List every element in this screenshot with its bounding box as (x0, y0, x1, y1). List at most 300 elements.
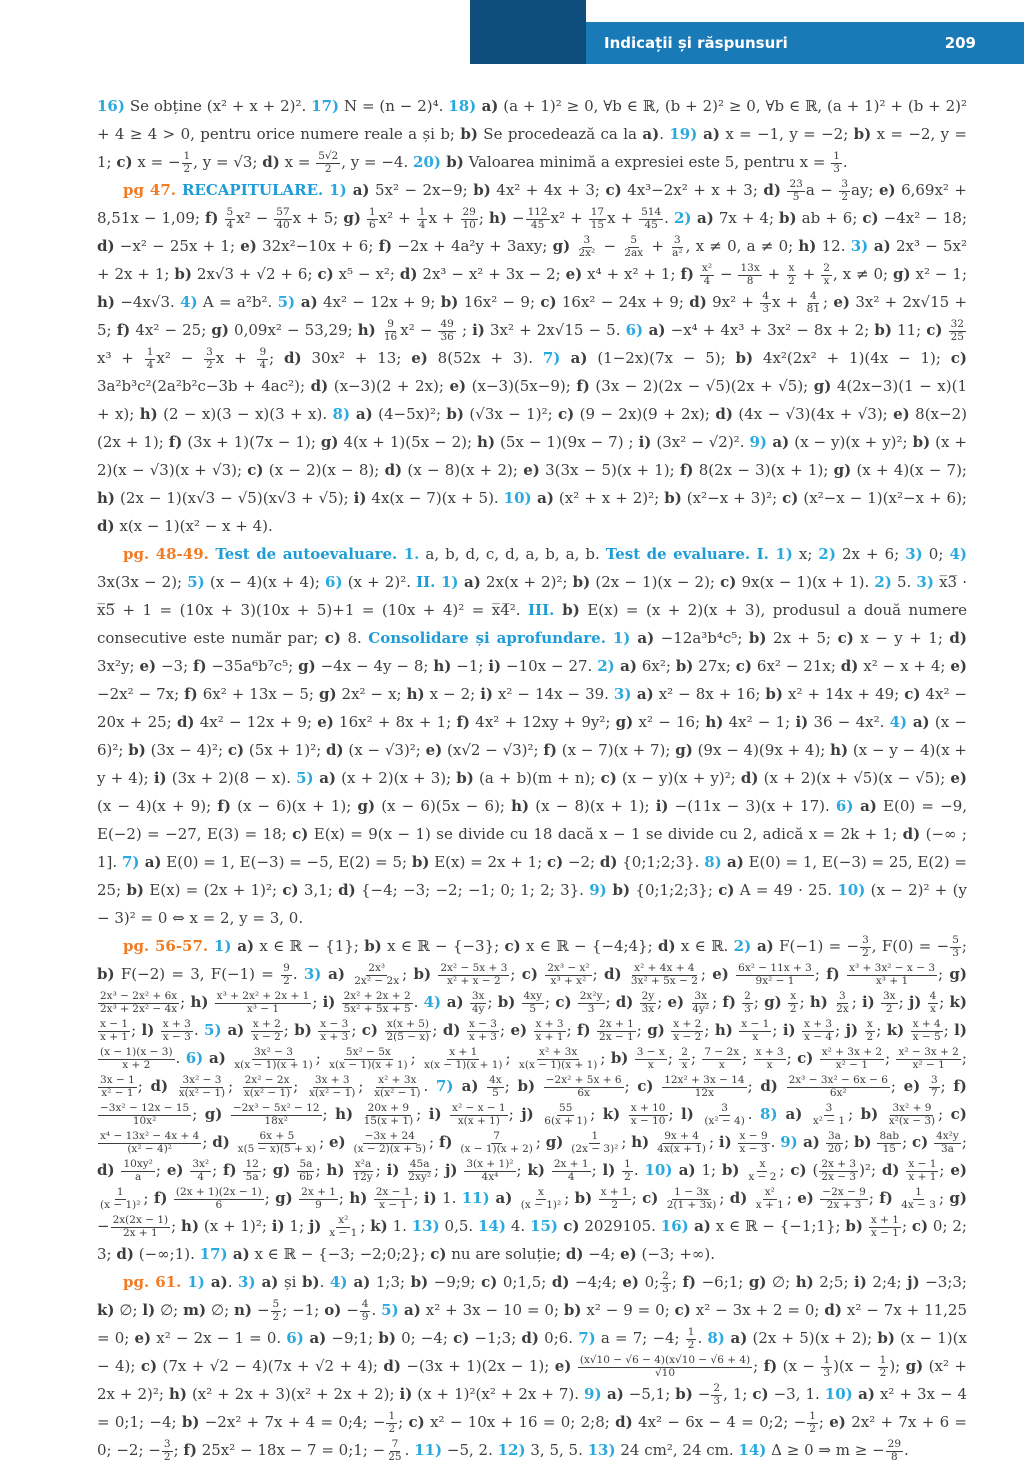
text-run: (2x − 1)(x − 2); (590, 573, 721, 591)
fraction: $\frac{7}{(x - 1)(x + 2)}$ (460, 1130, 533, 1155)
fraction: $\frac{\text{3x² + 9}}{\text{x²(x − 3)}}$ (888, 1102, 936, 1127)
text-run: $\frac{\text{x⁴ − 13x² − 4x + 4}}{\text{(x² − 4)²}}$ ; (97, 1133, 212, 1151)
text-run: i) (638, 433, 652, 451)
text-run: 4. (506, 1217, 531, 1235)
text-run: h) (139, 405, 158, 423)
text-run: a) (797, 1133, 820, 1151)
text-run: (x − 8)(x + 1); (529, 797, 656, 815)
fraction: $\frac{1}{2}$ (687, 1326, 695, 1351)
text-run: $\frac{3x}{\text{4y²}}$ ; (684, 993, 722, 1011)
text-run: g) (949, 1189, 967, 1207)
text-run: 25x² − 18x − 7 = 0;1; − $\frac{7}{25}$ . (196, 1438, 415, 1463)
text-run: N = (n − 2)⁴. (339, 97, 449, 115)
text-run: g) (298, 657, 316, 675)
text-run: 5. (891, 573, 917, 591)
fraction: $\frac{6x + 5}{x(5 - x)(5 + x)}$ (237, 1130, 317, 1155)
text-run: $\frac{\text{3(x + 1)²}}{\text{4x⁴}}$ ; (458, 1161, 528, 1179)
fraction: $\frac{3}{2}$ (841, 178, 848, 203)
text-run: l) (681, 1105, 694, 1123)
text-run: −(3x + 1)(2x − 1); (400, 1357, 555, 1375)
text-run: 32x²−10x + 6; (256, 237, 379, 255)
text-run: $\frac{\text{2x³ − x²}}{\text{x³ + x²}}$ ; (538, 965, 604, 983)
text-run: (3x² − √2)². (651, 433, 750, 451)
text-run: III. (528, 601, 563, 619)
text-run: x ∈ ℝ. (675, 937, 734, 955)
text-run: $\frac{3 - x}{x}$ ; $\frac{2}{x}$ ; $\frac{7 - 2x}{x}$ ; $\frac{x + 3}{x}$ ; (628, 1049, 797, 1067)
text-run: l) (142, 1301, 156, 1319)
text-run: $\frac{x}{2}$ ; (782, 993, 810, 1011)
text-run: b) (364, 937, 382, 955)
text-run: 14) (478, 1217, 507, 1235)
text-run: E(0) = 1, E(−3) = −5, E(2) = 5; (161, 853, 412, 871)
text-run: 36 − 4x². (808, 713, 890, 731)
text-run: g) (949, 965, 967, 983)
text-run: h) (326, 1161, 345, 1179)
text-run: c) (637, 1077, 654, 1095)
text-run: $\frac{\text{x³ + 2x² + 2x + 1}}{\text{x³ − 1}}$ ; (208, 993, 322, 1011)
text-run: g) (343, 209, 361, 227)
text-run: $\frac{\text{x²}}{4}$ − $\frac{13x}{8}$ + $\frac{x}{2}$ + $\frac{2}{x}$ , x ≠ 0; (694, 265, 893, 283)
text-run: $\frac{\text{2x²y}}{3}$ ; (572, 993, 616, 1011)
text-run: c) (642, 1189, 659, 1207)
text-run: (x − y)(x + y)²; (616, 769, 741, 787)
text-run: a) (303, 1329, 327, 1347)
text-run: $\frac{x + 3}{x + 1}$ ; (527, 1021, 577, 1039)
text-run: d) (902, 825, 921, 843)
text-run: c) (950, 349, 968, 367)
text-run: E(x) = (2x + 1)²; (144, 881, 283, 899)
text-run: x² − 1; (910, 265, 967, 283)
text-run: g) (905, 1357, 924, 1375)
text-run: e) (893, 405, 910, 423)
text-run: 3x(3x − 2); (97, 573, 188, 591)
text-run: (a + b)(m + n); (473, 769, 601, 787)
text-run: c) (911, 1217, 929, 1235)
text-run: x² + 3x − 10 = 0; (420, 1301, 564, 1319)
fraction: $\frac{\text{6x² − 11x + 3}}{\text{9x² − 1}}$ (738, 962, 812, 987)
text-run: d) (740, 769, 759, 787)
text-run: (x + 2)(x + 3); (336, 769, 457, 787)
text-run: j) (521, 1105, 534, 1123)
text-run: a) (453, 1077, 479, 1095)
text-run: $\frac{1}{2}$ . (615, 1161, 644, 1179)
text-run: h) (714, 1021, 733, 1039)
text-run: e) (523, 461, 540, 479)
text-run: Valoarea minimă a expresiei este 5, pentru x = $\frac{1}{3}$ . (463, 150, 848, 175)
text-run: −6;1; (696, 1273, 749, 1291)
text-run: a) (221, 1021, 245, 1039)
text-run: 7) (121, 853, 140, 871)
text-run: c) (521, 965, 538, 983)
text-run: 7) (542, 349, 561, 367)
text-run: 0; 2; 3; (97, 1217, 967, 1263)
text-run: 6) (325, 573, 343, 591)
fraction: $\frac{7 - 2x}{x}$ (704, 1046, 740, 1071)
fraction: $\frac{12}{5a}$ (245, 1158, 259, 1183)
text-run: ∅; (114, 1301, 143, 1319)
fraction: $\frac{x + 4}{x - 5}$ (912, 1018, 941, 1043)
text-run: b) (853, 125, 872, 143)
text-run: f) (184, 685, 198, 703)
text-run: k) (949, 993, 968, 1011)
text-run: b) (497, 993, 516, 1011)
text-run: 8) (707, 1329, 725, 1347)
text-run: 3a²b³c²(2a²b²c−3b + 4ac²); (97, 377, 311, 395)
fraction: $\frac{3}{\text{x² − 1}}$ (812, 1102, 846, 1127)
fraction: $\frac{\text{2x³ − 3x² − 6x − 6}}{\text{6x²}}$ (788, 1074, 888, 1099)
text-run: −4x² − 18; (878, 209, 967, 227)
text-run: (5x − 1)(9x − 7) ; (495, 433, 639, 451)
text-run: (1−2x)(7x − 5); (587, 349, 736, 367)
text-run: $\frac{12}{5a}$ ; (237, 1161, 273, 1179)
text-run: a) (852, 1385, 875, 1403)
text-run: $\frac{45a}{\text{2xy²}}$ ; (399, 1161, 445, 1179)
text-run: d) (729, 1189, 748, 1207)
text-run: e) (903, 1077, 921, 1095)
text-run: b) (411, 853, 430, 871)
text-run: e) (411, 349, 428, 367)
fraction: $\frac{1}{2}$ (388, 1410, 396, 1435)
text-run: g) (320, 433, 339, 451)
text-run: (−∞;1). (133, 1245, 200, 1263)
text-run: $\frac{\text{10xy²}}{a}$ ; (115, 1161, 167, 1179)
text-run: $\frac{8ab}{15}$ ; (872, 1133, 912, 1151)
text-run: c) (720, 573, 737, 591)
fraction: $\frac{1}{\text{(2x − 3)²}}$ (571, 1130, 619, 1155)
fraction: $\frac{x + 2}{x - 2}$ (252, 1018, 281, 1043)
text-run: g) (204, 1105, 223, 1123)
text-run: $\frac{3}{\text{x² − 1}}$ ; (802, 1105, 860, 1123)
text-run: i) (782, 1021, 796, 1039)
fraction: $\frac{\text{x² + 4x + 4}}{\text{3x² + 5x − 2}}$ (630, 962, 698, 987)
fraction: $\frac{\text{2x³ − 2x² + 6x}}{\text{2x³ + 2x² − 4x}}$ (100, 990, 178, 1015)
text-run: i) (854, 1273, 867, 1291)
fraction: $\frac{2x + 1}{2x - 1}$ (599, 1018, 634, 1043)
fraction: $\frac{5a}{6b}$ (299, 1158, 313, 1183)
text-run: b) (765, 685, 783, 703)
text-run: $\frac{1}{6}$ x² + $\frac{1}{4}$ x + $\frac{29}{10}$ ; (361, 209, 489, 227)
text-run: x² − 8x + 16; (653, 685, 766, 703)
text-run: e) (833, 293, 851, 311)
text-run: a) (601, 1385, 624, 1403)
text-run: ∅; (766, 1273, 796, 1291)
text-run: a) (346, 181, 370, 199)
text-run: (2 − x)(3 − x)(3 + x). (157, 405, 333, 423)
fraction: $\frac{x + 1}{2}$ (600, 1186, 629, 1211)
text-run: 9x² + $\frac{4}{3}$ x + $\frac{4}{81}$ ; (706, 290, 834, 315)
text-run: −5,1; (623, 1385, 676, 1403)
text-run: 2) (733, 937, 752, 955)
text-run: $\frac{2}{3}$ ; (736, 993, 764, 1011)
fraction: $\frac{x + 2}{x - 2}$ (673, 1018, 702, 1043)
text-run: c) (674, 1301, 691, 1319)
text-run: d) (97, 1161, 115, 1179)
text-run: a) (643, 321, 666, 339)
text-run: f) (193, 657, 207, 675)
text-run: 6) (835, 797, 854, 815)
text-run: f) (576, 377, 590, 395)
text-run: −2x + 4a²y + 3axy; (392, 237, 553, 255)
text-run: c) (546, 853, 564, 871)
fraction: $\frac{4}{3}$ (762, 290, 769, 315)
text-run: $\frac{3}{2x}$ ; (828, 993, 862, 1011)
text-run: h) (433, 657, 452, 675)
text-run: g) (833, 461, 852, 479)
text-run: c) (453, 1329, 470, 1347)
text-run: $\frac{32}{25}$ x³ + $\frac{1}{4}$ x² − $\frac{3}{2}$ x + $\frac{9}{4}$ ; (97, 321, 967, 367)
text-run: a) (531, 489, 554, 507)
text-run: x = −1, y = −2; (719, 125, 854, 143)
text-run: x − y + 1; (853, 629, 950, 647)
fraction: $\frac{x + 3}{x - 3}$ (162, 1018, 191, 1043)
text-run: −1;3; (469, 1329, 522, 1347)
text-run: c) (481, 1273, 498, 1291)
text-run: b) (128, 741, 146, 759)
text-run: $\frac{\text{−3x² − 12x − 15}}{\text{10x²}}$ ; (97, 1105, 205, 1123)
text-run: g) (615, 713, 634, 731)
text-run: (x − 1)(x − 4); (97, 1329, 967, 1375)
text-run: $\frac{x(x + 5)}{2(5 - x)}$ ; (378, 1021, 443, 1039)
text-run: − $\frac{112}{45}$ x² + $\frac{17}{15}$ x + $\frac{514}{45}$ . (506, 206, 674, 231)
text-run: 1) (440, 573, 459, 591)
text-run: b) (410, 1273, 429, 1291)
fraction: $\frac{1 - 3x}{2(1 + 3x)}$ (666, 1186, 717, 1211)
text-run: Test de autoevaluare. (215, 545, 404, 563)
fraction: $\frac{1}{2}$ (183, 150, 191, 175)
text-run: b) (735, 349, 754, 367)
text-run: m) (183, 1301, 207, 1319)
text-run: . (659, 125, 670, 143)
text-run: 7x + 4; (713, 209, 780, 227)
text-run: 3x² + 2x√15 − 5. (484, 321, 626, 339)
text-run: $\frac{\text{3x²}}{4}$ ; (183, 1161, 223, 1179)
fraction: $\frac{3}{7}$ (930, 1074, 938, 1099)
text-run: 17) (311, 97, 340, 115)
text-run: −9;9; (428, 1273, 482, 1291)
text-run: k) (97, 1301, 115, 1319)
text-run: b) (302, 1273, 320, 1291)
text-run: d) (262, 153, 280, 171)
text-run: (x²−x + 3)²; (681, 489, 783, 507)
text-run: d) (338, 881, 356, 899)
text-run: f) (183, 1441, 197, 1459)
text-run: a) (255, 1273, 279, 1291)
fraction: $\frac{\text{−2x³ − 5x² − 12}}{\text{18x²}}$ (232, 1102, 320, 1127)
text-run: 8(52x + 3). (427, 349, 543, 367)
text-run: j) (908, 993, 922, 1011)
fraction: $\frac{x}{2}$ (788, 262, 795, 287)
text-run: b) (874, 321, 892, 339)
text-run: $\frac{\text{x² + 4x + 4}}{\text{3x² + 5x − 2}}$ ; (622, 965, 713, 983)
text-run: 4x³−2x² + x + 3; (621, 181, 764, 199)
text-run: h) (795, 1273, 814, 1291)
fraction: $\frac{13x}{8}$ (740, 262, 760, 287)
text-run: 18) (448, 97, 477, 115)
text-run: x² − 3x + 2 = 0; (690, 1301, 825, 1319)
text-run: e) (329, 1133, 346, 1151)
text-run: d) (715, 405, 733, 423)
text-run: c) (324, 629, 341, 647)
text-run: (x + 2)(x + √5)(x − √5); (758, 769, 951, 787)
text-run: II. (416, 573, 441, 591)
page-title: Indicații și răspunsuri (604, 34, 788, 52)
text-run: 2) (673, 209, 692, 227)
text-run: f) (577, 1021, 591, 1039)
text-run: x = − $\frac{1}{2}$ , y = √3; (132, 150, 263, 175)
fraction: $\frac{\text{5x² − 5x}}{x(x - 1)(x + 1)}$ (329, 1046, 408, 1071)
text-run: 3) (238, 1273, 256, 1291)
text-run: x − 2; (424, 685, 481, 703)
text-run: pg. 48-49. (123, 545, 216, 563)
fraction: $\frac{57}{40}$ (276, 206, 290, 231)
text-run: f) (378, 237, 393, 255)
text-run: c) (782, 489, 799, 507)
text-run: 4) (423, 993, 442, 1011)
answer-paragraph (97, 176, 967, 540)
text-run: a) (724, 1329, 748, 1347)
text-run: $\frac{4xy}{5}$ ; (515, 993, 555, 1011)
fraction: $\frac{29}{8}$ (887, 1438, 902, 1463)
text-run: b) (721, 1161, 740, 1179)
fraction: $\frac{3}{\text{2x²}}$ (578, 234, 596, 259)
text-run: $\frac{\text{−2x³ − 5x² − 12}}{\text{18x²}}$ ; (222, 1105, 335, 1123)
text-run: f) (879, 1189, 893, 1207)
text-run: A = a²b². (197, 293, 278, 311)
text-run: −1; (451, 657, 489, 675)
text-run: d) (615, 1413, 633, 1431)
text-run: c) (504, 937, 521, 955)
text-run: 11; (891, 321, 927, 339)
text-run: x² − 2x − 1 = 0. (151, 1329, 287, 1347)
fraction: $\frac{4}{81}$ (806, 290, 821, 315)
fraction: $\frac{\text{2x² − 2x}}{\text{x(x² − 1)}}$ (243, 1074, 291, 1099)
text-run: e) (950, 1161, 967, 1179)
text-run: (x² + 2x + 2)²; (97, 1357, 967, 1403)
text-run: d) (116, 1245, 134, 1263)
text-run: 0;6. (539, 1329, 579, 1347)
fraction: $\frac{x + 3}{x + 1}$ (535, 1018, 564, 1043)
text-run: h) (488, 209, 507, 227)
text-run: b) (748, 629, 767, 647)
fraction: $\frac{1}{6}$ (368, 206, 376, 231)
text-run: 6x² + 13x − 5; (197, 685, 319, 703)
fraction: $\frac{x + 10}{x - 10}$ (630, 1102, 666, 1127)
fraction: $\frac{5√2}{2}$ (318, 150, 339, 175)
text-run: 2) (874, 573, 892, 591)
text-run: a) (227, 1245, 250, 1263)
fraction: $\frac{\text{x² + 3x + 2}}{\text{x² − 1}}$ (821, 1046, 883, 1071)
text-run: i) (271, 1217, 285, 1235)
text-run: f) (153, 1189, 168, 1207)
text-run: $\frac{\text{12x² + 3x − 14}}{12x}$ ; (654, 1077, 761, 1095)
text-run: (x − √3)²; (343, 741, 426, 759)
text-run: {0;1;2;3}. (617, 853, 705, 871)
text-run: $\frac{x + 1}{2}$ ; (592, 1189, 642, 1207)
text-run: a) (672, 1161, 696, 1179)
text-run: d) (521, 1329, 540, 1347)
text-run: d) (949, 629, 967, 647)
text-run: (x−3)(2 + 2x); (328, 377, 450, 395)
text-run: b) (456, 769, 474, 787)
text-run: i) (795, 713, 809, 731)
text-run: −2x² − 7x; (97, 685, 185, 703)
text-run: $\frac{1 - 3x}{2(1 + 3x)}$ ; (658, 1189, 729, 1207)
text-run: c) (950, 1105, 967, 1123)
text-run: x = $\frac{5√2}{2}$ , y = −4. (279, 150, 414, 175)
text-run: a) (642, 125, 660, 143)
text-run: $\frac{x + 1}{x - 1}$ ; (863, 1217, 912, 1235)
text-run: − $\frac{2}{3}$ , 1; (692, 1382, 753, 1407)
text-run: h) (511, 797, 530, 815)
fraction: $\frac{\text{−3x² − 12x − 15}}{\text{10x²}}$ (100, 1102, 190, 1127)
text-run: d) (840, 657, 859, 675)
text-run: 2x³ − x² + 3x − 2; (417, 265, 566, 283)
text-run: ∅; (206, 1301, 235, 1319)
text-run: 10) (837, 881, 866, 899)
page-number: 209 (944, 34, 976, 52)
text-run: d) (658, 937, 676, 955)
text-run: a) (321, 965, 345, 983)
text-run: $\frac{\text{2x³}}{\text{2x² − 2x}}$ ; (345, 965, 414, 983)
text-run: 2) (818, 545, 836, 563)
text-run: d) (97, 517, 115, 535)
text-run: −2; (563, 853, 600, 871)
text-run: k) (886, 1021, 905, 1039)
text-run: $\frac{x + 3}{x - 3}$ . (154, 1021, 204, 1039)
text-run: 12) (497, 1441, 526, 1459)
text-run: 1. (403, 545, 420, 563)
fraction: $\frac{\text{x² + 3x}}{x(x - 1)(x + 1)}$ (518, 1046, 598, 1071)
text-run: 3,1; (298, 881, 339, 899)
fraction: $\frac{1}{2}$ (879, 1354, 887, 1379)
fraction: $\frac{1}{3}$ (823, 1354, 831, 1379)
text-run: 4x²(2x² + 1)(4x − 1); (753, 349, 951, 367)
text-run: $\frac{x - 1}{x + 1}$ ; (899, 1161, 950, 1179)
text-run: $\frac{\text{x²}}{x - 1}$ ; (321, 1217, 370, 1235)
text-run: $\frac{\text{3x² + 9}}{\text{x²(x − 3)}}$ ; (878, 1105, 950, 1123)
text-run: a) (204, 1273, 228, 1291)
fraction: $\frac{1}{4x - 3}$ (901, 1186, 936, 1211)
text-run: (4−5x)²; (372, 405, 447, 423)
text-run: j) (308, 1217, 322, 1235)
text-run: 12. (816, 237, 851, 255)
text-run: i) (472, 321, 485, 339)
fraction: $\frac{45a}{\text{2xy²}}$ (408, 1158, 432, 1183)
text-run: a) (691, 209, 714, 227)
fraction: $\frac{x + 3}{x - 4}$ (804, 1018, 833, 1043)
text-run: h) (631, 1133, 650, 1151)
fraction: $\frac{3a}{20}$ (827, 1130, 842, 1155)
fraction: $\frac{\text{3x² − 3}}{\text{x(x² − 1)}}$ (178, 1074, 226, 1099)
text-run: b) (126, 881, 145, 899)
text-run: 16x² − 24x + 9; (556, 293, 690, 311)
text-run: i) (322, 993, 336, 1011)
text-run: g) (318, 685, 337, 703)
text-run: x² − 16; (633, 713, 706, 731)
text-run: c) (317, 265, 334, 283)
text-run: g) (748, 1273, 767, 1291)
text-run: e) (425, 741, 443, 759)
text-run: $\frac{1}{\text{(x − 1)²}}$ ; (97, 1189, 154, 1207)
text-run: h) (335, 1105, 354, 1123)
text-run: (x² + 2x + 3)(x² + 2x + 2); (186, 1385, 400, 1403)
text-run: $\frac{4x}{5}$ ; (478, 1077, 517, 1095)
text-run: $\frac{x - 1}{x}$ ; (733, 1021, 783, 1039)
text-run: (x − 6)(5x − 6); (375, 797, 512, 815)
text-run: −x² − 25x + 1; (114, 237, 241, 255)
text-run: c) (227, 741, 245, 759)
fraction: $\frac{(2x + 1)(2x - 1)}{6}$ (175, 1186, 262, 1211)
